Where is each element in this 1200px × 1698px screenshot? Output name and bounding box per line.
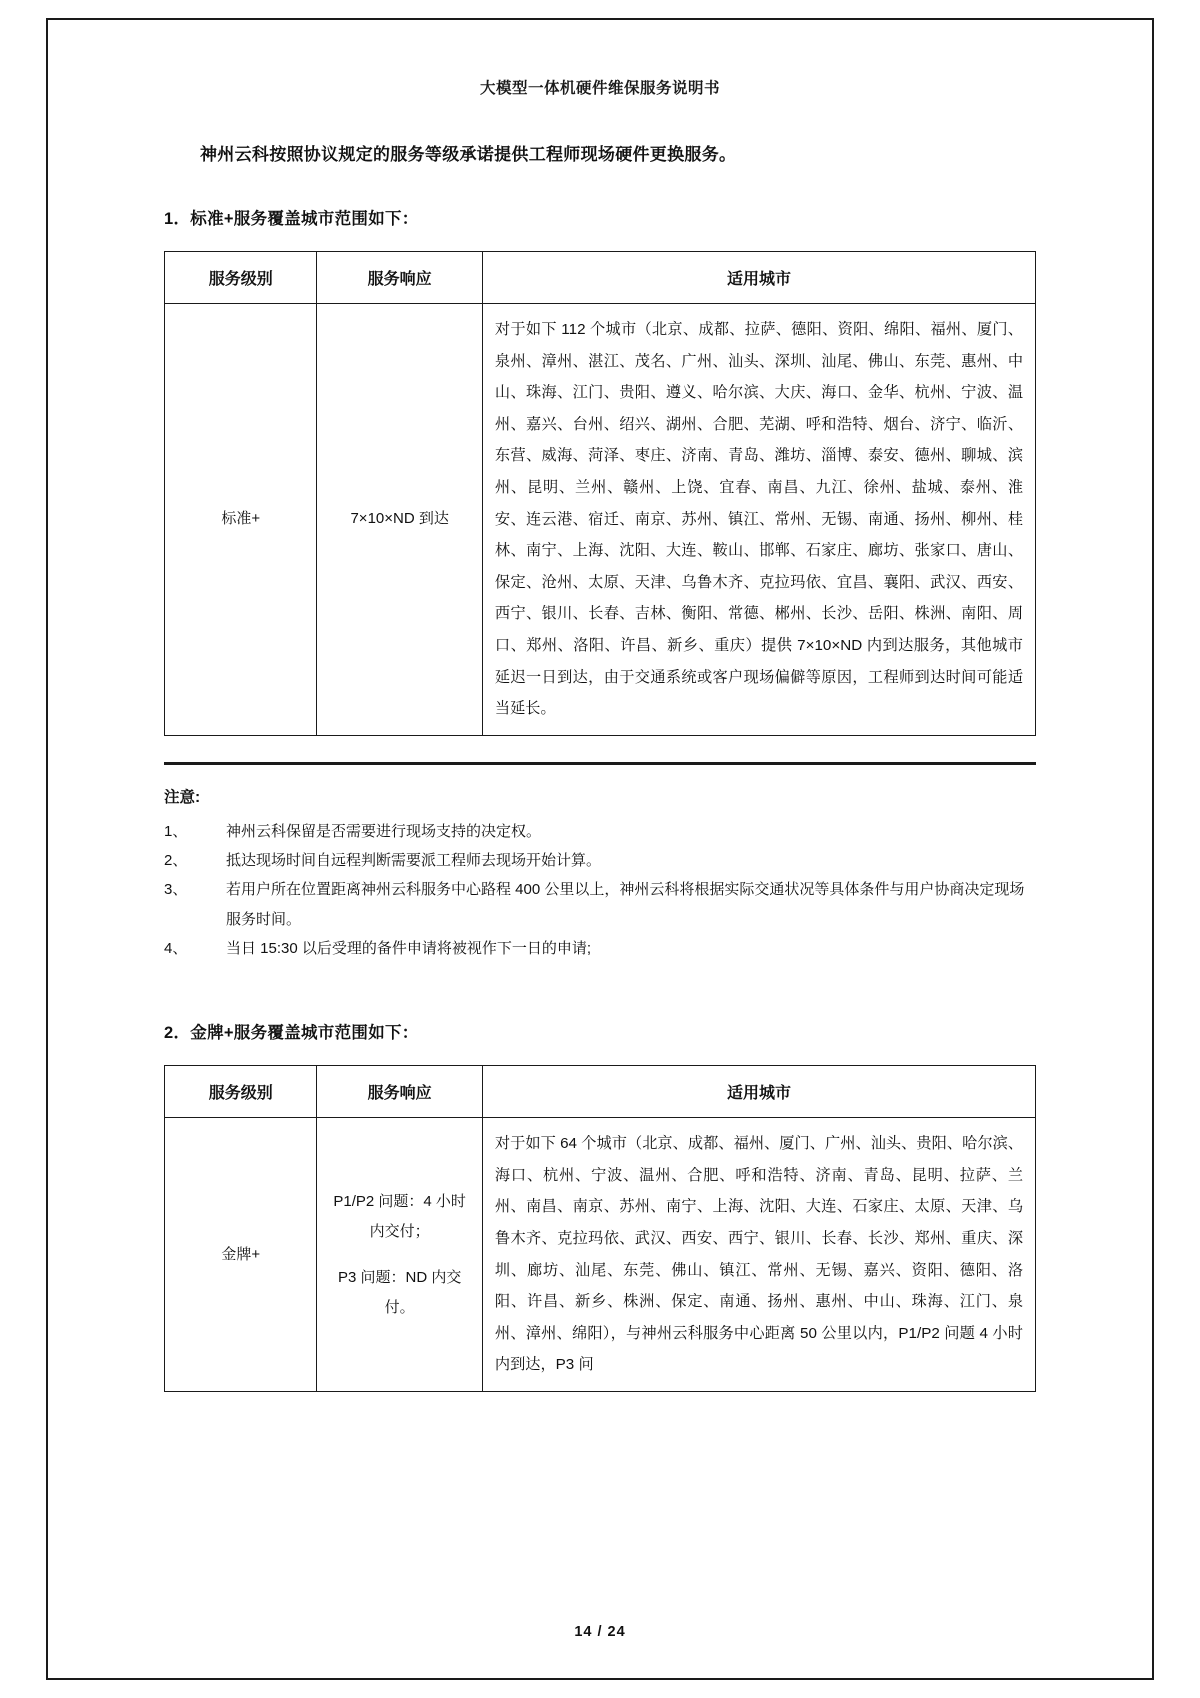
footer-total-pages: 24: [607, 1624, 626, 1640]
footer-separator: /: [597, 1624, 603, 1640]
list-item-number: 4、: [164, 939, 188, 957]
notice-title: 注意:: [164, 788, 201, 806]
section-divider: [164, 762, 1036, 765]
gold-plus-table-wrapper: [164, 1065, 1036, 1392]
section-1-title: 1．标准+服务覆盖城市范围如下：: [164, 210, 419, 228]
table-row: [165, 304, 1036, 736]
list-item: [164, 846, 1036, 875]
table-row: [165, 1118, 1036, 1392]
footer-page-number: 14: [574, 1624, 593, 1640]
intro-paragraph: 神州云科按照协议规定的服务等级承诺提供工程师现场硬件更换服务。: [200, 145, 737, 164]
cell-service-response: [317, 1118, 482, 1392]
cell-applicable-cities: 对于如下 112 个城市（北京、成都、拉萨、德阳、资阳、绵阳、福州、厦门、泉州、漳州、湛江、茂名、广州、汕头、深圳、汕尾、佛山、东莞、惠州、中山、珠海、江门、贵阳、遵义、哈尔滨、大庆、海口、金华、杭州、宁波、温州、嘉兴、台州、绍兴、湖州、合肥、芜湖、呼和浩特、烟台、济宁、临沂、东营、威海、菏泽、枣庄、济南、青岛、潍坊、淄博、泰安、德州、聊城、滨州、昆明、兰州、赣州、上饶、宜春、南昌、九江、徐州、盐城、泰州、淮安、连云港、宿迁、南京、苏州、镇江、常州、无锡、南通、扬州、柳州、桂林、南宁、上海、沈阳、大连、鞍山、邯郸、石家庄、廊坊、张家口、唐山、保定、沧州、太原、天津、乌鲁木齐、克拉玛依、宜昌、襄阳、武汉、西安、西宁、银川、长春、吉林、衡阳、常德、郴州、长沙、岳阳、株洲、南阳、周口、郑州、洛阳、许昌、新乡、重庆）提供 7×10×ND 内到达服务，其他城市延迟一日到达，由于交通系统或客户现场偏僻等原因，工程师到达时间可能适当延长。: [482, 304, 1035, 736]
response-line-2: P3 问题：ND 内交付。: [337, 1268, 462, 1316]
cell-service-response: 7×10×ND 到达: [317, 304, 482, 736]
gold-plus-coverage-table: [164, 1065, 1036, 1392]
list-item: [164, 875, 1036, 934]
cell-service-level: 标准+: [165, 304, 317, 736]
notice-list: [164, 817, 1036, 963]
column-header-service-level: 服务级别: [165, 252, 317, 304]
standard-plus-coverage-table: [164, 251, 1036, 736]
page-content: [46, 18, 1154, 1680]
list-item-number: 2、: [164, 852, 188, 870]
column-header-applicable-cities: 适用城市: [482, 1066, 1035, 1118]
column-header-service-response: 服务响应: [317, 1066, 482, 1118]
response-line-1: P1/P2 问题：4 小时内交付；: [333, 1192, 466, 1240]
list-item-text: 当日 15:30 以后受理的备件申请将被视作下一日的申请;: [226, 939, 592, 957]
list-item-text: 神州云科保留是否需要进行现场支持的决定权。: [226, 822, 542, 840]
table-header-row: [165, 252, 1036, 304]
column-header-applicable-cities: 适用城市: [482, 252, 1035, 304]
column-header-service-response: 服务响应: [317, 252, 482, 304]
document-header-title: 大模型一体机硬件维保服务说明书: [479, 80, 720, 97]
cell-applicable-cities: 对于如下 64 个城市（北京、成都、福州、厦门、广州、汕头、贵阳、哈尔滨、海口、杭州、宁波、温州、合肥、呼和浩特、济南、青岛、昆明、拉萨、兰州、南昌、南京、苏州、南宁、上海、沈阳、大连、石家庄、太原、天津、乌鲁木齐、克拉玛依、武汉、西安、西宁、银川、长春、长沙、郑州、重庆、深圳、廊坊、汕尾、东莞、佛山、镇江、常州、无锡、嘉兴、资阳、德阳、洛阳、许昌、新乡、株洲、保定、南通、扬州、惠州、中山、珠海、江门、泉州、漳州、绵阳），与神州云科服务中心距离 50 公里以内，P1/P2 问题 4 小时内到达，P3 问: [482, 1118, 1035, 1392]
column-header-service-level: 服务级别: [165, 1066, 317, 1118]
list-item: [164, 934, 1036, 963]
list-item-text: 抵达现场时间自远程判断需要派工程师去现场开始计算。: [226, 852, 602, 870]
section-spacer: [164, 963, 1036, 1019]
page-footer: [46, 1624, 1154, 1640]
section-2-title: 2．金牌+服务覆盖城市范围如下：: [164, 1024, 419, 1043]
cell-service-level: 金牌+: [165, 1118, 317, 1392]
list-item-text: 若用户所在位置距离神州云科服务中心路程 400 公里以上，神州云科将根据实际交通状况等具体条件与用户协商决定现场服务时间。: [226, 881, 1025, 928]
list-item: [164, 817, 1036, 846]
list-item-number: 1、: [164, 822, 188, 840]
table-header-row: [165, 1066, 1036, 1118]
list-item-number: 3、: [164, 881, 188, 899]
